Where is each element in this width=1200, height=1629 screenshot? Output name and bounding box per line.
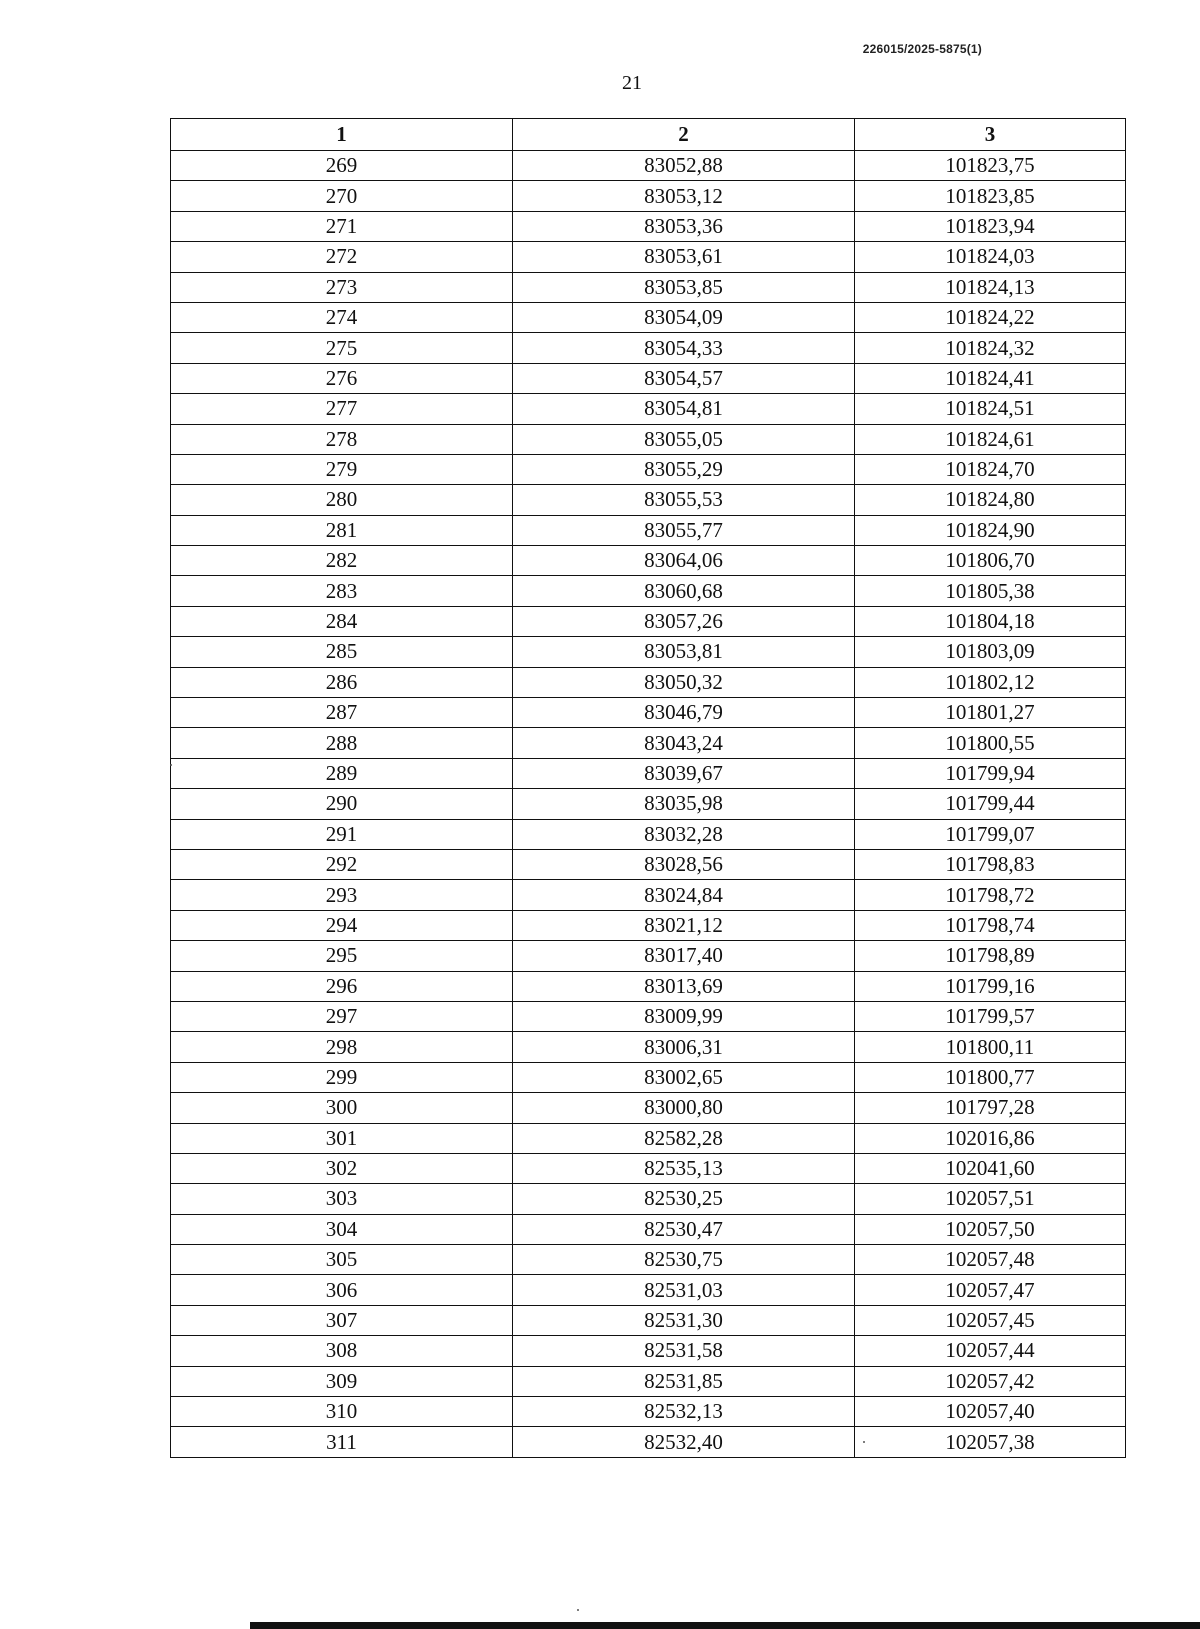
point-number-cell: 282 <box>171 546 513 576</box>
point-number-cell: 279 <box>171 454 513 484</box>
y-coordinate-cell: 101824,90 <box>855 515 1126 545</box>
y-coordinate-cell: 101799,07 <box>855 819 1126 849</box>
table-row <box>171 485 1126 515</box>
y-coordinate-cell: 101824,22 <box>855 302 1126 332</box>
x-coordinate-cell: 82535,13 <box>513 1153 855 1183</box>
y-coordinate-cell: 101798,89 <box>855 941 1126 971</box>
point-number-cell: 300 <box>171 1093 513 1123</box>
y-coordinate-cell: 101803,09 <box>855 637 1126 667</box>
point-number-cell: 274 <box>171 302 513 332</box>
point-number-cell: 310 <box>171 1397 513 1427</box>
x-coordinate-cell: 83057,26 <box>513 606 855 636</box>
scan-speck <box>170 764 172 766</box>
x-coordinate-cell: 82531,58 <box>513 1336 855 1366</box>
document-id: 226015/2025-5875(1) <box>862 42 982 56</box>
table-row <box>171 242 1126 272</box>
x-coordinate-cell: 82530,47 <box>513 1214 855 1244</box>
x-coordinate-cell: 83035,98 <box>513 789 855 819</box>
y-coordinate-cell: 101824,03 <box>855 242 1126 272</box>
point-number-cell: 287 <box>171 698 513 728</box>
point-number-cell: 288 <box>171 728 513 758</box>
x-coordinate-cell: 83054,09 <box>513 302 855 332</box>
point-number-cell: 283 <box>171 576 513 606</box>
table-row <box>171 606 1126 636</box>
table-row <box>171 1245 1126 1275</box>
table-row <box>171 515 1126 545</box>
x-coordinate-cell: 83054,57 <box>513 363 855 393</box>
table-row <box>171 849 1126 879</box>
y-coordinate-cell: 102057,42 <box>855 1366 1126 1396</box>
point-number-cell: 311 <box>171 1427 513 1457</box>
y-coordinate-cell: 101802,12 <box>855 667 1126 697</box>
y-coordinate-cell: 101799,16 <box>855 971 1126 1001</box>
scan-speck <box>577 1609 579 1611</box>
point-number-cell: 302 <box>171 1153 513 1183</box>
y-coordinate-cell: 101797,28 <box>855 1093 1126 1123</box>
table-row <box>171 1427 1126 1457</box>
table-row <box>171 424 1126 454</box>
point-number-cell: 307 <box>171 1305 513 1335</box>
column-header-1: 1 <box>171 119 513 151</box>
table-row <box>171 1123 1126 1153</box>
point-number-cell: 281 <box>171 515 513 545</box>
y-coordinate-cell: 101804,18 <box>855 606 1126 636</box>
table-row <box>171 394 1126 424</box>
point-number-cell: 276 <box>171 363 513 393</box>
point-number-cell: 299 <box>171 1062 513 1092</box>
table-row <box>171 1366 1126 1396</box>
table-row <box>171 1093 1126 1123</box>
y-coordinate-cell: 101823,94 <box>855 211 1126 241</box>
table-row <box>171 728 1126 758</box>
table-row <box>171 181 1126 211</box>
point-number-cell: 289 <box>171 758 513 788</box>
header-row <box>171 119 1126 151</box>
y-coordinate-cell: 101824,70 <box>855 454 1126 484</box>
point-number-cell: 273 <box>171 272 513 302</box>
y-coordinate-cell: 102041,60 <box>855 1153 1126 1183</box>
y-coordinate-cell: 101823,85 <box>855 181 1126 211</box>
y-coordinate-cell: 102057,44 <box>855 1336 1126 1366</box>
y-coordinate-cell: 101798,72 <box>855 880 1126 910</box>
column-header-3: 3 <box>855 119 1126 151</box>
y-coordinate-cell: 101801,27 <box>855 698 1126 728</box>
table-row <box>171 1184 1126 1214</box>
point-number-cell: 305 <box>171 1245 513 1275</box>
x-coordinate-cell: 83060,68 <box>513 576 855 606</box>
table-row <box>171 1062 1126 1092</box>
point-number-cell: 298 <box>171 1032 513 1062</box>
point-number-cell: 286 <box>171 667 513 697</box>
y-coordinate-cell: 101800,77 <box>855 1062 1126 1092</box>
x-coordinate-cell: 83024,84 <box>513 880 855 910</box>
point-number-cell: 284 <box>171 606 513 636</box>
page-number: 21 <box>622 72 642 94</box>
y-coordinate-cell: 101805,38 <box>855 576 1126 606</box>
x-coordinate-cell: 82531,85 <box>513 1366 855 1396</box>
table-row <box>171 789 1126 819</box>
y-coordinate-cell: 101799,57 <box>855 1001 1126 1031</box>
table-body <box>171 151 1126 1458</box>
x-coordinate-cell: 83054,81 <box>513 394 855 424</box>
y-coordinate-cell: 102057,48 <box>855 1245 1126 1275</box>
point-number-cell: 275 <box>171 333 513 363</box>
table-row <box>171 1305 1126 1335</box>
x-coordinate-cell: 83000,80 <box>513 1093 855 1123</box>
point-number-cell: 280 <box>171 485 513 515</box>
x-coordinate-cell: 83028,56 <box>513 849 855 879</box>
x-coordinate-cell: 83017,40 <box>513 941 855 971</box>
x-coordinate-cell: 83053,12 <box>513 181 855 211</box>
y-coordinate-cell: 101824,51 <box>855 394 1126 424</box>
table-row <box>171 1001 1126 1031</box>
point-number-cell: 290 <box>171 789 513 819</box>
x-coordinate-cell: 83053,81 <box>513 637 855 667</box>
y-coordinate-cell: 101824,61 <box>855 424 1126 454</box>
y-coordinate-cell: 101824,41 <box>855 363 1126 393</box>
x-coordinate-cell: 83002,65 <box>513 1062 855 1092</box>
y-coordinate-cell: 102057,40 <box>855 1397 1126 1427</box>
table-row <box>171 151 1126 181</box>
point-number-cell: 285 <box>171 637 513 667</box>
column-header-2: 2 <box>513 119 855 151</box>
table-row <box>171 576 1126 606</box>
x-coordinate-cell: 82532,13 <box>513 1397 855 1427</box>
point-number-cell: 295 <box>171 941 513 971</box>
x-coordinate-cell: 83055,53 <box>513 485 855 515</box>
point-number-cell: 278 <box>171 424 513 454</box>
point-number-cell: 269 <box>171 151 513 181</box>
y-coordinate-cell: 101823,75 <box>855 151 1126 181</box>
y-coordinate-cell: 101824,80 <box>855 485 1126 515</box>
table-row <box>171 546 1126 576</box>
y-coordinate-cell: 102057,50 <box>855 1214 1126 1244</box>
x-coordinate-cell: 82532,40 <box>513 1427 855 1457</box>
x-coordinate-cell: 83013,69 <box>513 971 855 1001</box>
point-number-cell: 308 <box>171 1336 513 1366</box>
point-number-cell: 291 <box>171 819 513 849</box>
y-coordinate-cell: 101824,13 <box>855 272 1126 302</box>
x-coordinate-cell: 83064,06 <box>513 546 855 576</box>
x-coordinate-cell: 82530,75 <box>513 1245 855 1275</box>
coordinates-table <box>170 118 1126 1458</box>
table-row <box>171 272 1126 302</box>
point-number-cell: 292 <box>171 849 513 879</box>
table-row <box>171 819 1126 849</box>
y-coordinate-cell: 101799,44 <box>855 789 1126 819</box>
x-coordinate-cell: 83039,67 <box>513 758 855 788</box>
y-coordinate-cell: 102057,38 <box>855 1427 1126 1457</box>
table-row <box>171 1214 1126 1244</box>
x-coordinate-cell: 83043,24 <box>513 728 855 758</box>
y-coordinate-cell: 101824,32 <box>855 333 1126 363</box>
point-number-cell: 309 <box>171 1366 513 1396</box>
table-row <box>171 1275 1126 1305</box>
point-number-cell: 306 <box>171 1275 513 1305</box>
table-row <box>171 910 1126 940</box>
x-coordinate-cell: 83055,29 <box>513 454 855 484</box>
point-number-cell: 304 <box>171 1214 513 1244</box>
table-row <box>171 667 1126 697</box>
point-number-cell: 301 <box>171 1123 513 1153</box>
y-coordinate-cell: 101800,55 <box>855 728 1126 758</box>
x-coordinate-cell: 83055,77 <box>513 515 855 545</box>
x-coordinate-cell: 83050,32 <box>513 667 855 697</box>
x-coordinate-cell: 83021,12 <box>513 910 855 940</box>
y-coordinate-cell: 101799,94 <box>855 758 1126 788</box>
x-coordinate-cell: 83053,61 <box>513 242 855 272</box>
point-number-cell: 303 <box>171 1184 513 1214</box>
point-number-cell: 293 <box>171 880 513 910</box>
table-row <box>171 363 1126 393</box>
y-coordinate-cell: 101798,74 <box>855 910 1126 940</box>
table-row <box>171 1336 1126 1366</box>
y-coordinate-cell: 102057,51 <box>855 1184 1126 1214</box>
x-coordinate-cell: 83054,33 <box>513 333 855 363</box>
y-coordinate-cell: 102016,86 <box>855 1123 1126 1153</box>
x-coordinate-cell: 82530,25 <box>513 1184 855 1214</box>
point-number-cell: 296 <box>171 971 513 1001</box>
x-coordinate-cell: 83053,85 <box>513 272 855 302</box>
table-header <box>171 119 1126 151</box>
x-coordinate-cell: 83009,99 <box>513 1001 855 1031</box>
y-coordinate-cell: 102057,47 <box>855 1275 1126 1305</box>
table-row <box>171 758 1126 788</box>
table-row <box>171 971 1126 1001</box>
x-coordinate-cell: 83053,36 <box>513 211 855 241</box>
point-number-cell: 297 <box>171 1001 513 1031</box>
x-coordinate-cell: 83052,88 <box>513 151 855 181</box>
x-coordinate-cell: 83006,31 <box>513 1032 855 1062</box>
x-coordinate-cell: 83046,79 <box>513 698 855 728</box>
table-row <box>171 302 1126 332</box>
table-row <box>171 637 1126 667</box>
x-coordinate-cell: 82531,30 <box>513 1305 855 1335</box>
table-row <box>171 454 1126 484</box>
table-row <box>171 698 1126 728</box>
table-row <box>171 1032 1126 1062</box>
point-number-cell: 270 <box>171 181 513 211</box>
x-coordinate-cell: 82531,03 <box>513 1275 855 1305</box>
table-row <box>171 1397 1126 1427</box>
point-number-cell: 277 <box>171 394 513 424</box>
y-coordinate-cell: 101798,83 <box>855 849 1126 879</box>
x-coordinate-cell: 83055,05 <box>513 424 855 454</box>
y-coordinate-cell: 101800,11 <box>855 1032 1126 1062</box>
point-number-cell: 271 <box>171 211 513 241</box>
table-row <box>171 880 1126 910</box>
x-coordinate-cell: 82582,28 <box>513 1123 855 1153</box>
table-row <box>171 333 1126 363</box>
point-number-cell: 294 <box>171 910 513 940</box>
y-coordinate-cell: 102057,45 <box>855 1305 1126 1335</box>
table-row <box>171 211 1126 241</box>
y-coordinate-cell: 101806,70 <box>855 546 1126 576</box>
point-number-cell: 272 <box>171 242 513 272</box>
x-coordinate-cell: 83032,28 <box>513 819 855 849</box>
table-row <box>171 1153 1126 1183</box>
scan-edge-bar <box>250 1622 1200 1629</box>
table-row <box>171 941 1126 971</box>
scan-speck <box>863 1441 865 1443</box>
